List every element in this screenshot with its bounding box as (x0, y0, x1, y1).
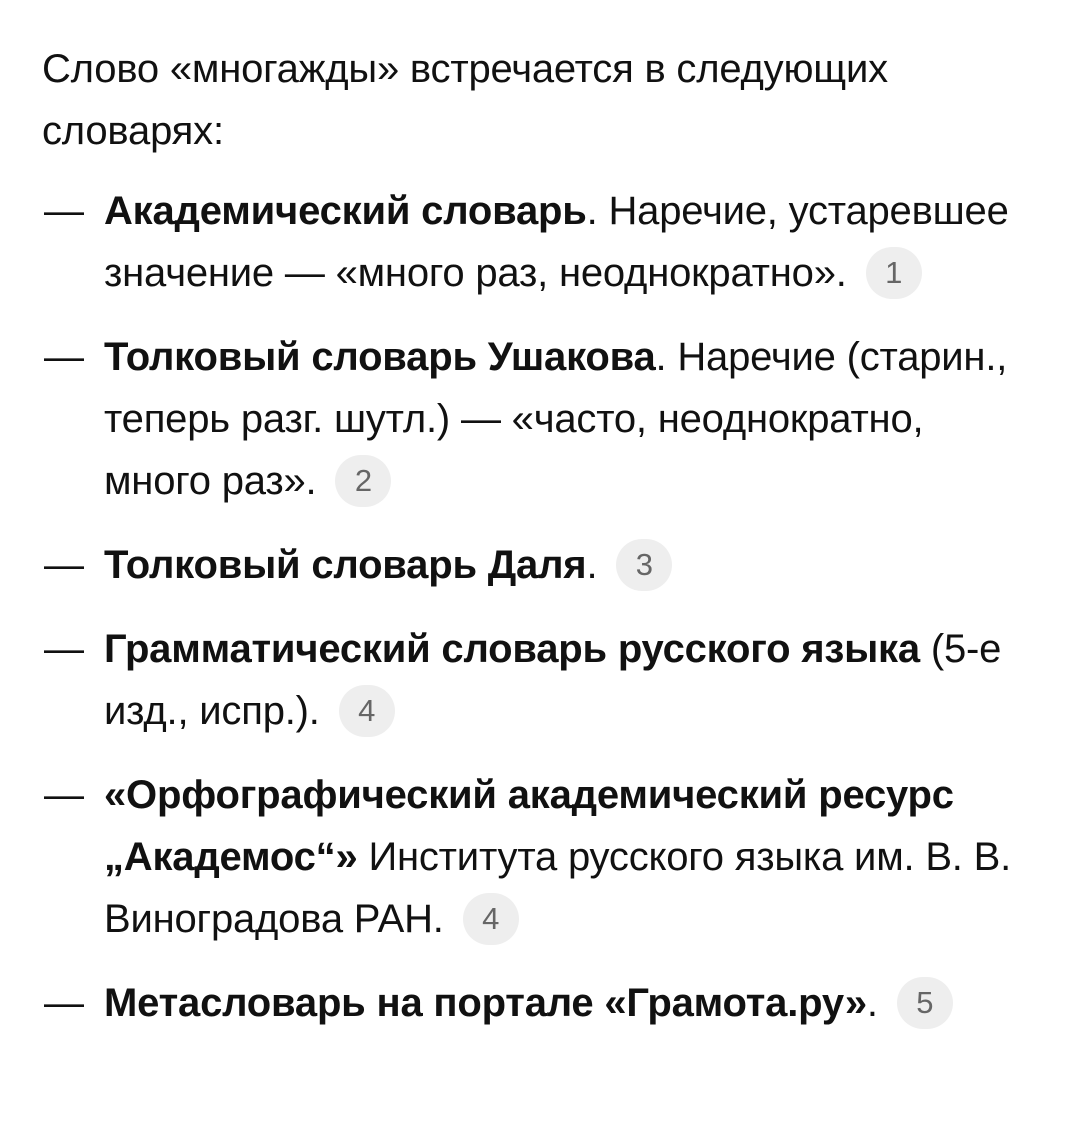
list-item (42, 972, 1038, 1034)
dictionary-name: Метасловарь на портале «Грамота.ру» (104, 981, 867, 1025)
citation-badge[interactable]: 4 (339, 685, 395, 737)
list-item (42, 534, 1038, 596)
dictionary-name: «Орфографический академический ресурс „Академос“» (104, 773, 954, 879)
dash: — (44, 981, 84, 1025)
dictionary-name: Толковый словарь Даля (104, 543, 587, 587)
list-item (42, 618, 1038, 742)
dash: — (44, 773, 84, 817)
list-item (42, 180, 1038, 304)
dictionary-description: . (866, 981, 878, 1025)
dictionary-name: Толковый словарь Ушакова (104, 335, 656, 379)
dictionary-description: (5-е изд., испр.). (104, 627, 1002, 733)
list-item (42, 764, 1038, 950)
citation-badge[interactable]: 2 (335, 455, 391, 507)
citation-badge[interactable]: 5 (897, 977, 953, 1029)
dictionary-description: . (586, 543, 598, 587)
dash: — (44, 335, 84, 379)
list-item (42, 326, 1038, 512)
dictionary-description: . Наречие (старин., теперь разг. шутл.) — «часто, неоднократно, много раз». (104, 335, 1008, 503)
dash: — (44, 627, 84, 671)
dictionary-list (42, 180, 1038, 1034)
dictionary-name: Грамматический словарь русского языка (104, 627, 920, 671)
citation-badge[interactable]: 3 (616, 539, 672, 591)
dictionary-description: . Наречие, устаревшее значение — «много раз, неоднократно». (104, 189, 1009, 295)
intro-text: Слово «многажды» встречается в следующих словарях: (42, 47, 888, 153)
dictionary-description: Института русского языка им. В. В. Виноградова РАН. (104, 835, 1012, 941)
citation-badge[interactable]: 4 (463, 893, 519, 945)
dash: — (44, 543, 84, 587)
dash: — (44, 189, 84, 233)
citation-badge[interactable]: 1 (866, 247, 922, 299)
dictionary-name: Академический словарь (104, 189, 587, 233)
